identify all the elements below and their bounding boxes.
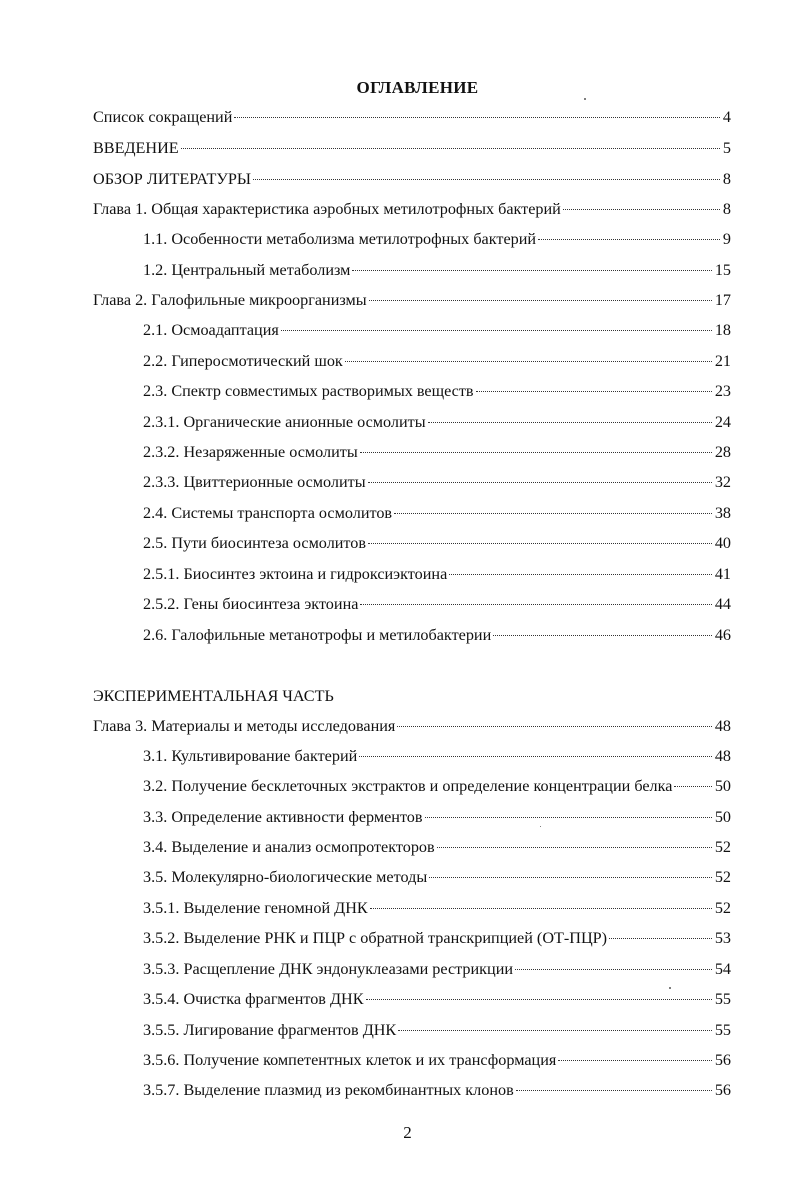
toc-entry[interactable]: [143, 471, 731, 493]
toc-entry-page: 4: [722, 108, 731, 126]
page-number: 2: [403, 1123, 412, 1142]
toc-entry-page: 48: [714, 747, 731, 765]
toc-entry[interactable]: [143, 1049, 731, 1071]
toc-entry-page: 56: [714, 1081, 731, 1099]
toc-entry-label: 3.5.4. Очистка фрагментов ДНК: [143, 990, 364, 1008]
toc-entry-label: 2.3. Спектр совместимых растворимых веществ: [143, 382, 474, 400]
toc-entry-label: 3.3. Определение активности ферментов: [143, 808, 423, 826]
toc-entry[interactable]: [143, 866, 731, 888]
leader-dots: [369, 300, 712, 301]
toc-entry-page: 9: [722, 230, 731, 248]
toc-entry[interactable]: [143, 228, 731, 250]
leader-dots: [181, 148, 720, 149]
toc-entry-label: 3.2. Получение бесклеточных экстрактов и определение концентрации белка: [143, 777, 673, 795]
toc-entry-page: 32: [714, 473, 731, 491]
section-heading: ЭКСПЕРИМЕНТАЛЬНАЯ ЧАСТЬ: [93, 687, 334, 705]
toc-entry-label: 3.1. Культивирование бактерий: [143, 747, 358, 765]
toc-entry-label: 2.5. Пути биосинтеза осмолитов: [143, 534, 367, 552]
toc-entry[interactable]: [143, 502, 731, 524]
toc-entry[interactable]: [93, 168, 731, 190]
leader-dots: [449, 574, 712, 575]
toc-entry-label: 1.1. Особенности метаболизма метилотрофных бактерий: [143, 230, 537, 248]
toc-entry-page: 48: [714, 717, 731, 735]
toc-entry-label: 3.5.2. Выделение РНК и ПЦР с обратной транскрипцией (ОТ-ПЦР): [143, 929, 608, 947]
toc-entry-label: 2.5.2. Гены биосинтеза эктоина: [143, 595, 359, 613]
toc-entry-label: 3.5.7. Выделение плазмид из рекомбинантных клонов: [143, 1081, 514, 1099]
toc-entry-page: 44: [714, 595, 731, 613]
toc-entry-page: 52: [714, 868, 731, 886]
toc-entry-page: 8: [722, 200, 731, 218]
scan-speck: [669, 987, 671, 989]
toc-entry[interactable]: [143, 624, 731, 646]
toc-entry-label: 2.3.2. Незаряженные осмолиты: [143, 443, 358, 461]
leader-dots: [437, 847, 712, 848]
toc-entry-page: 41: [714, 565, 731, 583]
toc-entry-label: 3.5.5. Лигирование фрагментов ДНК: [143, 1021, 397, 1039]
toc-entry-page: 21: [714, 352, 731, 370]
leader-dots: [558, 1060, 712, 1061]
toc-entry[interactable]: [143, 988, 731, 1010]
leader-dots: [428, 422, 712, 423]
scan-speck: [584, 98, 586, 100]
leader-dots: [234, 117, 720, 118]
toc-entry-label: 3.5.1. Выделение геномной ДНК: [143, 899, 368, 917]
toc-entry-page: 54: [714, 960, 731, 978]
toc-entry[interactable]: [93, 106, 731, 128]
toc-entry-label: 2.3.1. Органические анионные осмолиты: [143, 413, 426, 431]
toc-entry-page: 55: [714, 1021, 731, 1039]
leader-dots: [609, 938, 712, 939]
toc-entry-page: 17: [714, 291, 731, 309]
leader-dots: [345, 361, 712, 362]
toc-entry-label: ОБЗОР ЛИТЕРАТУРЫ: [93, 170, 251, 188]
toc-entry-page: 50: [714, 808, 731, 826]
toc-entry[interactable]: [143, 806, 731, 828]
leader-dots: [429, 877, 712, 878]
toc-entry-label: 2.6. Галофильные метанотрофы и метилобактерии: [143, 626, 492, 644]
toc-entry-page: 5: [722, 139, 731, 157]
toc-entry[interactable]: [143, 958, 731, 980]
toc-entry[interactable]: [143, 775, 731, 797]
toc-entry-page: 38: [714, 504, 731, 522]
toc-entry-page: 24: [714, 413, 731, 431]
toc-entry-page: 23: [714, 382, 731, 400]
toc-entry-label: 2.5.1. Биосинтез эктоина и гидроксиэктоина: [143, 565, 448, 583]
toc-entry-label: 3.4. Выделение и анализ осмопротекторов: [143, 838, 435, 856]
toc-entry-page: 56: [714, 1051, 731, 1069]
toc-entry-page: 50: [714, 777, 731, 795]
toc-entry-label: 2.2. Гиперосмотический шок: [143, 352, 343, 370]
toc-entry-label: 2.1. Осмоадаптация: [143, 321, 279, 339]
toc-entry[interactable]: [143, 836, 731, 858]
toc-entry[interactable]: [93, 137, 731, 159]
toc-entry-label: ВВЕДЕНИЕ: [93, 139, 179, 157]
toc-entry-page: 53: [714, 929, 731, 947]
toc-entry-page: 46: [714, 626, 731, 644]
leader-dots: [360, 452, 712, 453]
leader-dots: [352, 270, 711, 271]
toc-entry[interactable]: [93, 198, 731, 220]
leader-dots: [359, 756, 712, 757]
toc-entry-label: Глава 3. Материалы и методы исследования: [93, 717, 396, 735]
toc-entry-page: 52: [714, 899, 731, 917]
leader-dots: [368, 543, 712, 544]
toc-entry-page: 8: [722, 170, 731, 188]
toc-entry-label: 3.5. Молекулярно-биологические методы: [143, 868, 428, 886]
toc-entry[interactable]: [143, 411, 731, 433]
toc-entry[interactable]: [93, 715, 731, 737]
toc-entry[interactable]: [93, 289, 731, 311]
leader-dots: [476, 391, 712, 392]
leader-dots: [360, 604, 711, 605]
toc-entry-label: 2.3.3. Цвиттерионные осмолиты: [143, 473, 366, 491]
toc-entry[interactable]: [143, 593, 731, 615]
toc-entry-page: 55: [714, 990, 731, 1008]
toc-entry[interactable]: [143, 532, 731, 554]
leader-dots: [398, 1030, 712, 1031]
leader-dots: [397, 726, 711, 727]
toc-entry[interactable]: [143, 380, 731, 402]
toc-entry[interactable]: [143, 563, 731, 585]
toc-entry-page: 18: [714, 321, 731, 339]
toc-entry[interactable]: [143, 897, 731, 919]
leader-dots: [253, 179, 720, 180]
toc-entry[interactable]: [143, 1079, 731, 1101]
page-title: ОГЛАВЛЕНИЕ: [356, 78, 479, 97]
toc-entry-page: 15: [714, 261, 731, 279]
leader-dots: [281, 330, 712, 331]
scan-speck: [540, 826, 541, 827]
toc-entry[interactable]: [143, 441, 731, 463]
toc-entry-label: 2.4. Системы транспорта осмолитов: [143, 504, 393, 522]
toc-entry-label: Список сокращений: [93, 108, 233, 126]
leader-dots: [515, 969, 712, 970]
toc-entry-page: 52: [714, 838, 731, 856]
leader-dots: [563, 209, 720, 210]
toc-entry[interactable]: [143, 745, 731, 767]
toc-entry[interactable]: [143, 1019, 731, 1041]
leader-dots: [370, 908, 712, 909]
toc-entry[interactable]: [143, 927, 731, 949]
leader-dots: [674, 786, 711, 787]
leader-dots: [538, 239, 720, 240]
leader-dots: [425, 817, 712, 818]
toc-entry-page: 40: [714, 534, 731, 552]
toc-entry[interactable]: [143, 319, 731, 341]
toc-entry[interactable]: [143, 259, 731, 281]
toc-entry-label: Глава 2. Галофильные микроорганизмы: [93, 291, 367, 309]
leader-dots: [368, 482, 712, 483]
leader-dots: [366, 999, 712, 1000]
toc-entry-page: 28: [714, 443, 731, 461]
leader-dots: [493, 635, 712, 636]
toc-entry-label: 3.5.6. Получение компетентных клеток и их трансформация: [143, 1051, 557, 1069]
toc-entry-label: 1.2. Центральный метаболизм: [143, 261, 351, 279]
leader-dots: [394, 513, 712, 514]
toc-entry-label: 3.5.3. Расщепление ДНК эндонуклеазами рестрикции: [143, 960, 514, 978]
toc-entry[interactable]: [143, 350, 731, 372]
toc-entry-label: Глава 1. Общая характеристика аэробных метилотрофных бактерий: [93, 200, 561, 218]
leader-dots: [516, 1090, 712, 1091]
